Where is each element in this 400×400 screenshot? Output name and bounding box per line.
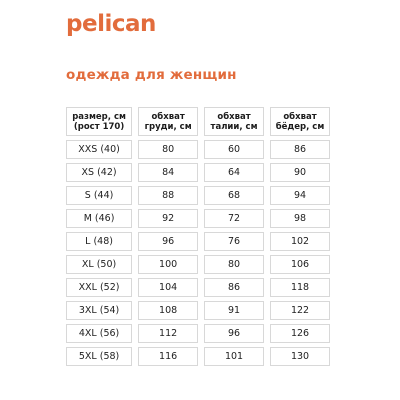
waist-cell: 72 xyxy=(204,209,264,228)
size-cell: 4XL (56) xyxy=(66,324,132,343)
chest-cell: 96 xyxy=(138,232,198,251)
chest-cell: 88 xyxy=(138,186,198,205)
waist-cell: 91 xyxy=(204,301,264,320)
chest-cell: 92 xyxy=(138,209,198,228)
hips-cell: 102 xyxy=(270,232,330,251)
page-subtitle: одежда для женщин xyxy=(66,67,237,83)
chest-cell: 112 xyxy=(138,324,198,343)
header-size-line1: размер, см xyxy=(72,111,126,122)
size-cell: S (44) xyxy=(66,186,132,205)
table-row xyxy=(66,209,330,228)
table-row xyxy=(66,278,330,297)
table-row xyxy=(66,232,330,251)
size-cell: XS (42) xyxy=(66,163,132,182)
header-cell-waist xyxy=(204,107,264,136)
table-row xyxy=(66,186,330,205)
waist-cell: 86 xyxy=(204,278,264,297)
hips-cell: 130 xyxy=(270,347,330,366)
size-cell: 5XL (58) xyxy=(66,347,132,366)
header-chest-line1: обхват xyxy=(151,111,185,122)
table-row xyxy=(66,324,330,343)
waist-cell: 64 xyxy=(204,163,264,182)
waist-cell: 68 xyxy=(204,186,264,205)
size-cell: L (48) xyxy=(66,232,132,251)
header-size-line2: (рост 170) xyxy=(73,121,125,132)
table-row xyxy=(66,140,330,159)
hips-cell: 118 xyxy=(270,278,330,297)
size-cell: XXS (40) xyxy=(66,140,132,159)
brand-logo: pelican xyxy=(66,11,156,37)
chest-cell: 108 xyxy=(138,301,198,320)
header-waist-line2: талии, см xyxy=(210,121,258,132)
header-chest-line2: груди, см xyxy=(144,121,192,132)
header-cell-chest xyxy=(138,107,198,136)
table-row xyxy=(66,163,330,182)
chest-cell: 80 xyxy=(138,140,198,159)
chest-cell: 104 xyxy=(138,278,198,297)
size-cell: XL (50) xyxy=(66,255,132,274)
size-chart-table xyxy=(60,103,336,370)
size-cell: 3XL (54) xyxy=(66,301,132,320)
chest-cell: 116 xyxy=(138,347,198,366)
hips-cell: 98 xyxy=(270,209,330,228)
header-cell-size xyxy=(66,107,132,136)
hips-cell: 126 xyxy=(270,324,330,343)
hips-cell: 90 xyxy=(270,163,330,182)
chest-cell: 84 xyxy=(138,163,198,182)
size-cell: XXL (52) xyxy=(66,278,132,297)
hips-cell: 86 xyxy=(270,140,330,159)
table-row xyxy=(66,255,330,274)
waist-cell: 76 xyxy=(204,232,264,251)
chest-cell: 100 xyxy=(138,255,198,274)
header-cell-hips xyxy=(270,107,330,136)
header-hips-line1: обхват xyxy=(283,111,317,122)
hips-cell: 122 xyxy=(270,301,330,320)
hips-cell: 106 xyxy=(270,255,330,274)
hips-cell: 94 xyxy=(270,186,330,205)
header-hips-line2: бёдер, см xyxy=(275,121,325,132)
waist-cell: 60 xyxy=(204,140,264,159)
size-cell: M (46) xyxy=(66,209,132,228)
waist-cell: 101 xyxy=(204,347,264,366)
header-waist-line1: обхват xyxy=(217,111,251,122)
waist-cell: 96 xyxy=(204,324,264,343)
table-row xyxy=(66,301,330,320)
waist-cell: 80 xyxy=(204,255,264,274)
table-row xyxy=(66,347,330,366)
table-header-row xyxy=(66,107,330,136)
